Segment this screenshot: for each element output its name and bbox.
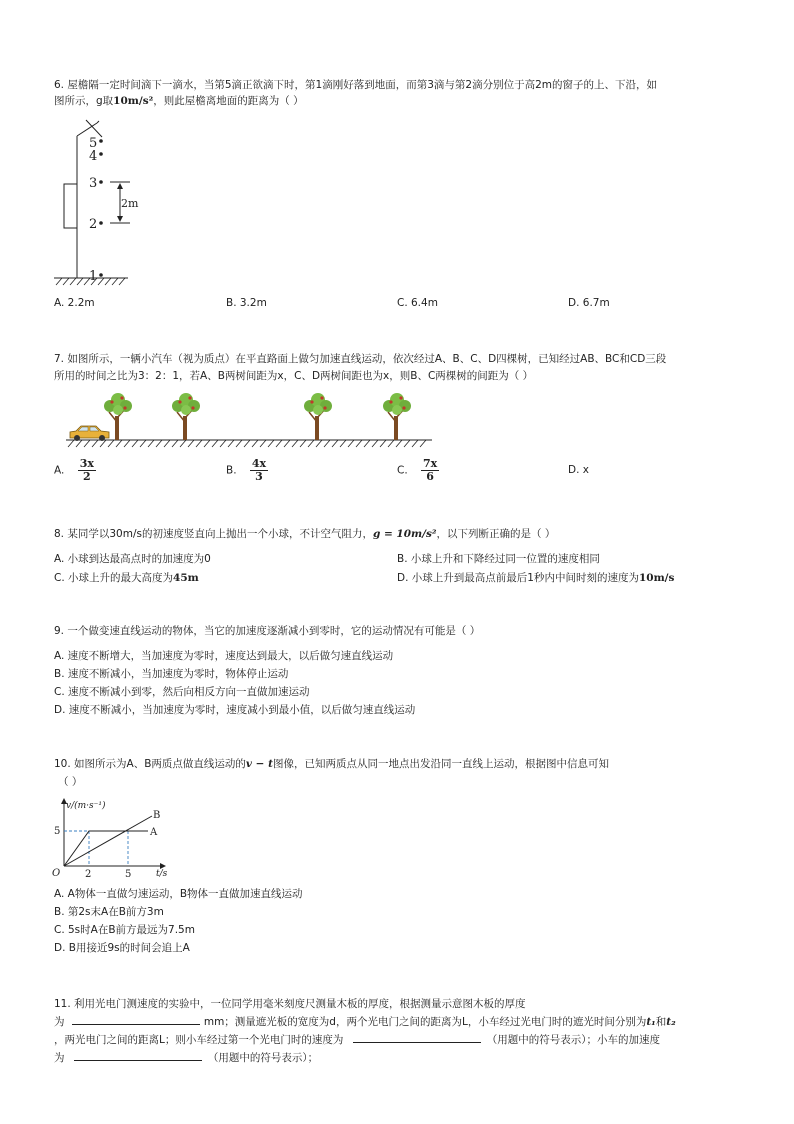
q11-velocity-blank[interactable]	[353, 1032, 481, 1043]
roof-line-upper	[77, 123, 97, 136]
q10-option-c[interactable]: C. 5s时A在B前方最远为7.5m	[54, 924, 195, 936]
q10-option-b[interactable]: B. 第2s末A在B前方3m	[54, 906, 164, 918]
q6-option-b[interactable]: B. 3.2m	[226, 297, 267, 309]
q7-option-c[interactable]: C. $\frac{7x}{6}$	[397, 457, 438, 483]
q8-g-value: g = 10m/s²	[372, 528, 437, 540]
q9-option-c[interactable]: C. 速度不断减小到零，然后向相反方向一直做加速运动	[54, 686, 310, 698]
q7-car-trees-figure	[60, 392, 436, 450]
window-height-label: 2m	[121, 197, 139, 210]
car-icon	[70, 426, 109, 441]
q9-option-b[interactable]: B. 速度不断减小，当加速度为零时，物体停止运动	[54, 668, 289, 680]
drop-1	[99, 273, 103, 277]
y-tick-5: 5	[54, 826, 61, 837]
q6-option-a[interactable]: A. 2.2m	[54, 297, 95, 309]
drop-3	[99, 180, 103, 184]
q8-option-a[interactable]: A. 小球到达最高点时的加速度为0	[54, 553, 211, 565]
x-tick-2: 2	[85, 869, 92, 880]
q6-option-d[interactable]: D. 6.7m	[568, 297, 610, 309]
line-b-label: B	[153, 810, 161, 821]
q7-option-b[interactable]: B. $\frac{4x}{3}$	[226, 457, 267, 483]
tree-d-icon	[383, 393, 411, 440]
drop-label-1: 1	[89, 269, 98, 284]
q7-stem-line1: 7. 如图所示，一辆小汽车（视为质点）在平直路面上做匀加速直线运动，依次经过A、B、C、D四棵树，已知经过AB、BC和CD三段	[54, 353, 667, 365]
tree-b-icon	[172, 393, 200, 440]
drop-label-5: 5	[89, 136, 98, 151]
x-tick-5: 5	[125, 869, 132, 880]
origin-label: O	[52, 868, 61, 879]
q10-vt-graph	[50, 796, 180, 880]
q8-option-d[interactable]: D. 小球上升到最高点前最后1秒内中间时刻的速度为10m/s	[397, 572, 675, 584]
q6-g-value: 10m/s²	[113, 95, 154, 107]
y-axis-label: v/(m·s⁻¹)	[66, 801, 106, 811]
q7-stem-line2: 所用的时间之比为3：2：1，若A、B两树间距为x，C、D两树间距也为x，则B、C两棵树的间距为（ ）	[54, 370, 534, 382]
q9-stem: 9. 一个做变速直线运动的物体，当它的加速度逐渐减小到零时，它的运动情况有可能是（ ）	[54, 625, 481, 637]
q8-option-c[interactable]: C. 小球上升的最大高度为45m	[54, 572, 199, 584]
q6-stem-line1: 6. 屋檐隔一定时间滴下一滴水，当第5滴正欲滴下时，第1滴刚好落到地面，而第3滴与第2滴分别位于高2m的窗子的上、下沿，如	[54, 79, 657, 91]
q11-stem-line1: 11. 利用光电门测速度的实验中，一位同学用毫米刻度尺测量木板的厚度，根据测量示意图木板的厚度	[54, 998, 526, 1010]
x-axis-label: t/s	[156, 869, 168, 879]
q9-option-d[interactable]: D. 速度不断减小，当加速度为零时，速度减小到最小值，以后做匀速直线运动	[54, 704, 416, 716]
q7-option-a[interactable]: A. $\frac{3x}{2}$	[54, 457, 94, 483]
q10-option-d[interactable]: D. B用接近9s的时间会追上A	[54, 942, 190, 954]
q7-option-d[interactable]: D. x	[568, 464, 589, 476]
q6-option-c[interactable]: C. 6.4m	[397, 297, 438, 309]
q6-roof-drip-figure	[50, 118, 160, 286]
q11-thickness-blank[interactable]	[72, 1014, 200, 1025]
q10-vt-symbol: v − t	[245, 758, 273, 770]
q6-stem-line2: 图所示，g取10m/s²，则此屋檐离地面的距离为（ ）	[54, 95, 304, 107]
q11-stem-line2: 为 mm；测量遮光板的宽度为d，两个光电门之间的距离为L，小车经过光电门时的遮光时间分别为t₁和t₂	[54, 1016, 676, 1028]
window-rect	[64, 184, 77, 228]
q8-option-b[interactable]: B. 小球上升和下降经过同一位置的速度相同	[397, 553, 600, 565]
q11-acceleration-blank[interactable]	[74, 1050, 202, 1061]
line-a-label: A	[150, 827, 158, 838]
q10-stem-line1: 10. 如图所示为A、B两质点做直线运动的v − t图像，已知两质点从同一地点出发沿同一直线上运动，根据图中信息可知	[54, 758, 609, 770]
q8-stem: 8. 某同学以30m/s的初速度竖直向上抛出一个小球，不计空气阻力，g = 10m/s²，以下列断正确的是（ ）	[54, 528, 556, 540]
drop-label-2: 2	[89, 217, 98, 232]
road-hatching	[68, 440, 426, 447]
drop-4	[99, 152, 103, 156]
q9-option-a[interactable]: A. 速度不断增大，当加速度为零时，速度达到最大，以后做匀速直线运动	[54, 650, 394, 662]
line-a	[64, 831, 148, 866]
drop-label-4: 4	[89, 149, 98, 164]
drop-2	[99, 221, 103, 225]
drop-label-3: 3	[89, 176, 98, 191]
tree-c-icon	[304, 393, 332, 440]
q10-option-a[interactable]: A. A物体一直做匀速运动，B物体一直做加速直线运动	[54, 888, 303, 900]
q10-answer-paren: （ ）	[58, 776, 83, 788]
q11-stem-line4: 为 （用题中的符号表示）；	[54, 1052, 319, 1064]
line-b	[64, 816, 152, 866]
q11-stem-line3: ，两光电门之间的距离L；则小车经过第一个光电门时的速度为 （用题中的符号表示）；小车的加速度	[54, 1034, 660, 1046]
drop-5	[99, 139, 103, 143]
